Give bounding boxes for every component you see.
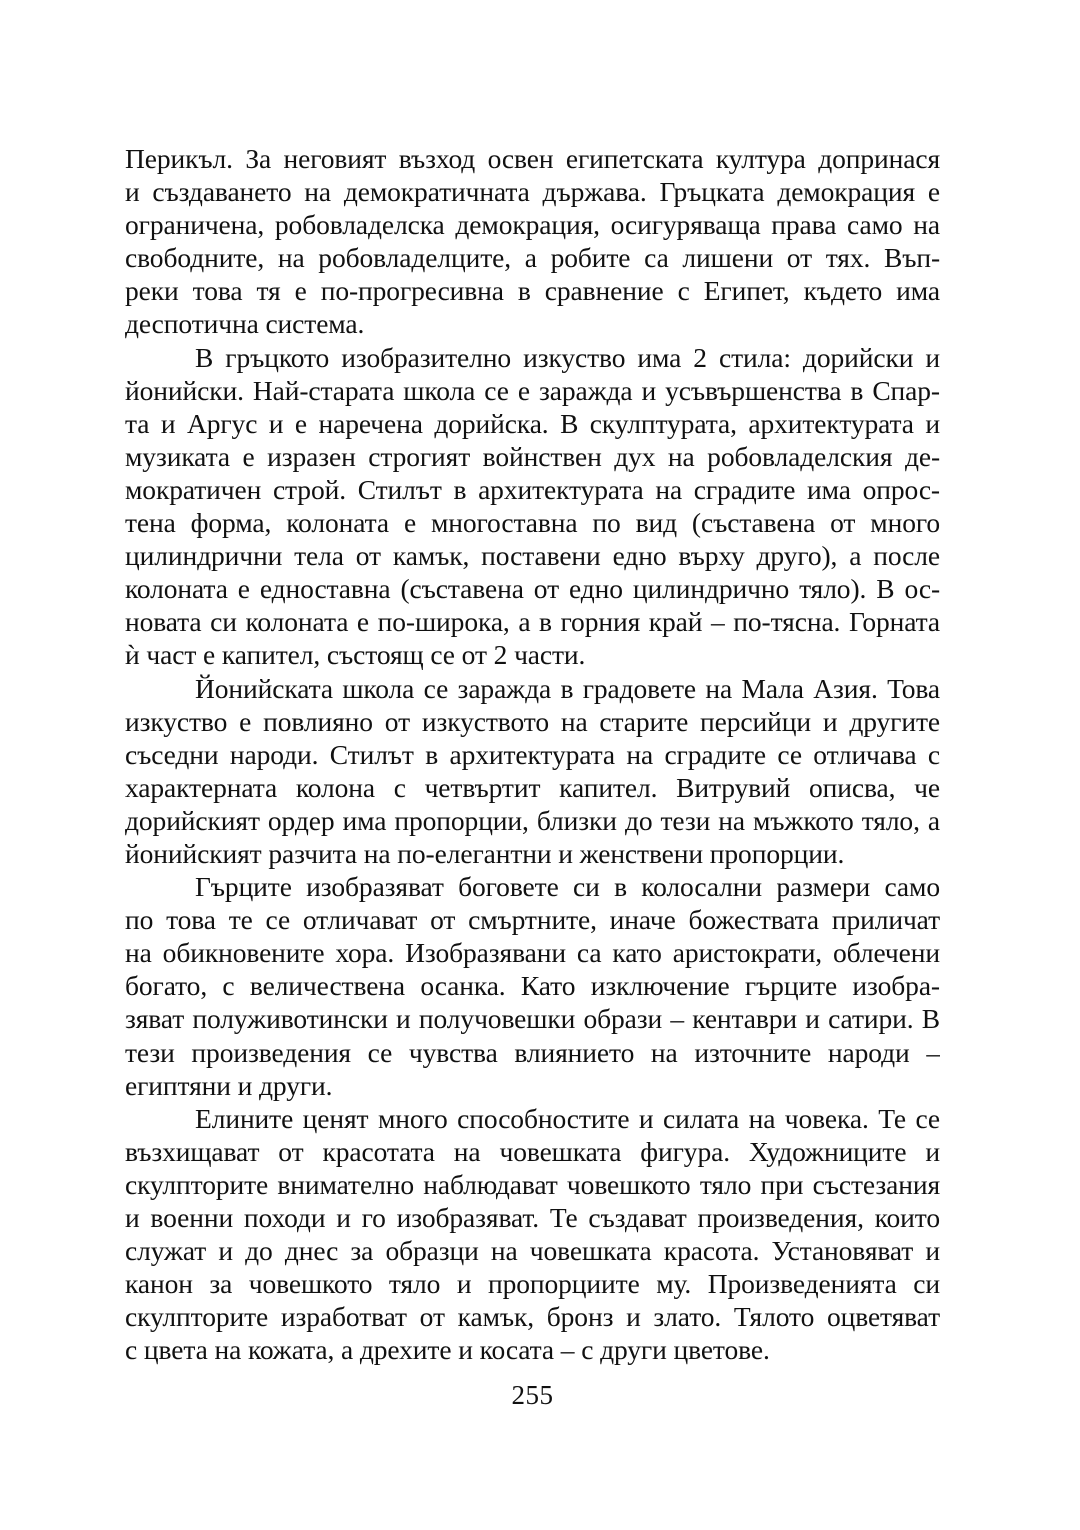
page-number: 255 xyxy=(511,1380,554,1410)
text-line: Елините ценят много способностите и силата на човека. Те се xyxy=(195,1102,940,1134)
text-line: свободните, на робовладелците, а робите са лишени от тях. Въп- xyxy=(125,242,940,274)
text-line: възхищават от красотата на човешката фигура. Художниците и xyxy=(125,1135,940,1167)
text-line: по това те се отличават от смъртните, иначе божествата приличат xyxy=(125,904,940,936)
text-block xyxy=(125,142,940,1366)
text-line: и създаването на демократичната държава. Гръцката демокрация е xyxy=(125,176,940,208)
text-line: канон за човешкото тяло и пропорциите му. Произведенията си xyxy=(125,1268,940,1300)
paragraph xyxy=(125,870,940,1102)
text-line: дорийският ордер има пропорции, близки до тези на мъжкото тяло, а xyxy=(125,804,940,836)
text-line: зяват полуживотински и получовешки образи – кентаври и сатири. В xyxy=(125,1003,940,1035)
text-line: новата си колоната е по-широка, а в горния край – по-тясна. Горната xyxy=(125,606,940,638)
text-line: мократичен строй. Стилът в архитектурата на сградите има опрос- xyxy=(125,473,940,505)
text-line: Гърците изобразяват боговете си в колосални размери само xyxy=(195,871,940,903)
text-line: тена форма, колоната е многоставна по вид (съставена от много xyxy=(125,507,940,539)
text-line: йонийски. Най-старата школа се е заражда и усъвършенства в Спар- xyxy=(125,374,940,406)
text-line: йонийският разчита на по-елегантни и женствени пропорции. xyxy=(125,837,845,869)
text-line: Перикъл. За неговият възход освен египетската култура допринася xyxy=(125,143,940,174)
text-line: скулпторите изработват от камък, бронз и злато. Тялото оцветяват xyxy=(125,1301,940,1333)
text-line: богато, с величествена осанка. Като изключение гърците изобра- xyxy=(125,970,940,1002)
text-line: ограничена, робовладелска демокрация, осигуряваща права само на xyxy=(125,209,940,241)
text-line: с цвета на кожата, а дрехите и косата – с други цветове. xyxy=(125,1334,770,1366)
text-line: египтяни и други. xyxy=(125,1069,333,1101)
paragraph xyxy=(125,341,940,672)
text-line: характерната колона с четвъртит капител. Витрувий описва, че xyxy=(125,771,940,803)
text-line: изкуство е повлияно от изкуството на старите персийци и другите xyxy=(125,705,940,737)
text-line: Йонийската школа се заражда в градовете на Мала Азия. Това xyxy=(195,672,940,704)
paragraph xyxy=(125,142,940,341)
text-line: колоната е едноставна (съставена от едно цилиндрично тяло). В ос- xyxy=(125,573,940,605)
text-line: та и Аргус и е наречена дорийска. В скулптурата, архитектурата и xyxy=(125,407,940,439)
paragraph xyxy=(125,672,940,871)
text-line: и военни походи и го изобразяват. Те създават произведения, които xyxy=(125,1202,940,1233)
paragraph xyxy=(125,1102,940,1367)
text-line: съседни народи. Стилът в архитектурата на сградите се отличава с xyxy=(125,738,940,770)
text-line: скулпторите внимателно наблюдават човешкото тяло при състезания xyxy=(125,1168,940,1200)
text-line: В гръцкото изобразително изкуство има 2 стила: дорийски и xyxy=(195,341,940,373)
text-line: цилиндрични тела от камък, поставени едно върху друго), а после xyxy=(125,540,940,572)
text-line: реки това тя е по-прогресивна в сравнение с Египет, където има xyxy=(125,275,940,307)
text-line: ѝ част е капител, състоящ се от 2 части. xyxy=(125,639,586,671)
text-line: на обикновените хора. Изобразявани са като аристократи, облечени xyxy=(125,937,940,969)
text-line: музиката е изразен строгият войнствен дух на робовладелския де- xyxy=(125,440,940,472)
text-line: деспотична система. xyxy=(125,308,365,340)
text-line: тези произведения се чувства влиянието на източните народи – xyxy=(125,1036,940,1068)
text-line: служат и до днес за образци на човешката красота. Установяват и xyxy=(125,1235,940,1267)
